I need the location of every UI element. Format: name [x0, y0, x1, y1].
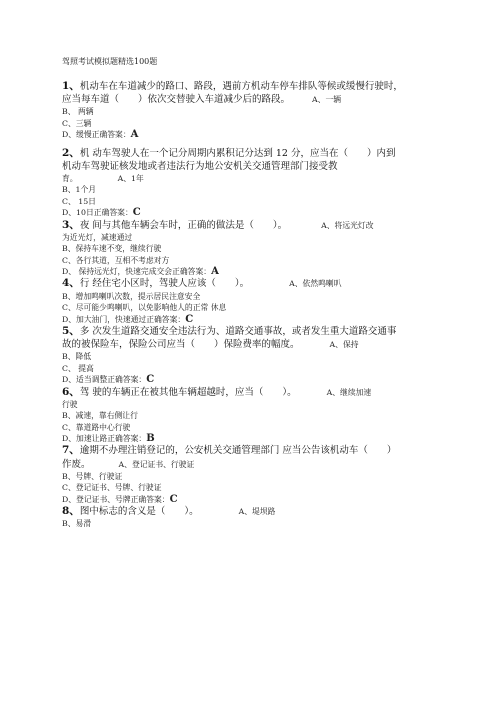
- question-stem: 机动车驾驶证核发地或者违法行为地公安机关交通管理部门接受教: [62, 160, 338, 172]
- question-stem: 作废。: [62, 458, 91, 470]
- answer: C: [185, 313, 194, 325]
- option-d: D、缓慢正确答案：: [62, 130, 131, 140]
- option-c: C、三辆: [62, 118, 92, 128]
- option-b: B、号牌、行驶证: [62, 471, 123, 481]
- option-b: B、保持车速不变，继续行驶: [62, 244, 162, 254]
- option-c: C、各行其道，互相不考虑对方: [62, 255, 170, 265]
- option-d: D、10日正确答案：: [62, 208, 133, 218]
- option-a: A、依然鸣喇叭: [289, 279, 342, 289]
- option-b: B、易滑: [62, 519, 92, 529]
- answer: C: [132, 207, 141, 219]
- question-stem: 机动车在车道减少的路口、路段，遇前方机动车停车排队等候或缓慢行驶时，: [79, 81, 403, 92]
- question-8: [62, 505, 442, 530]
- option-a: A、一辆: [312, 95, 342, 105]
- answer: A: [130, 129, 139, 141]
- question-4: [62, 277, 442, 324]
- question-stem: 机 动车驾驶人在一个记分周期内累积记分达到 12 分，应当在（ ）内到: [79, 147, 396, 159]
- option-b: B、 两辆: [62, 107, 94, 117]
- question-number: 3、: [62, 218, 80, 231]
- option-d: D、 保持远光灯，快速完成交会正确答案：: [62, 267, 212, 277]
- option-a-continued: 为近光灯，减速通过: [62, 232, 133, 242]
- option-c: C、靠道路中心行驶: [62, 422, 131, 432]
- option-b: B、降低: [62, 352, 92, 362]
- question-2: [62, 147, 442, 219]
- question-6: [62, 386, 442, 445]
- question-stem: 驾 驶的车辆正在被其他车辆超越时，应当（ ）。: [79, 386, 297, 398]
- option-b: B、增加鸣喇叭次数，提示居民注意安全: [62, 291, 201, 301]
- answer: C: [146, 374, 155, 386]
- option-a: A、继续加速: [326, 387, 372, 397]
- option-a: A、将远光灯改: [321, 220, 374, 230]
- question-number: 1、: [62, 80, 80, 92]
- question-number: 8、: [62, 504, 80, 517]
- question-number: 5、: [62, 324, 80, 337]
- question-5: [62, 325, 442, 386]
- question-stem: 行 经住宅小区时，驾驶人应该（ ）。: [79, 278, 250, 290]
- option-a: A、登记证书、行驶证: [118, 459, 195, 469]
- option-d: D、加速让路正确答案：: [62, 433, 147, 443]
- question-7: [62, 444, 442, 505]
- option-c: C、尽可能少鸣喇叭，以免影响他人的正常 休息: [62, 303, 227, 313]
- answer: A: [211, 266, 219, 278]
- option-d: D、适当调整正确答案：: [62, 375, 147, 385]
- question-stem: 育。: [62, 174, 78, 184]
- question-number: 6、: [62, 385, 80, 398]
- question-number: 7、: [62, 444, 80, 457]
- question-3: [62, 219, 442, 278]
- option-c: C、登记证书、号牌、行驶证: [62, 483, 162, 493]
- question-1: [62, 80, 442, 141]
- option-a: A、堤坝路: [238, 506, 276, 516]
- document-title: 驾照考试模拟题精选100题: [62, 57, 158, 66]
- option-b: B、1个月: [62, 185, 97, 195]
- question-number: 4、: [62, 277, 80, 290]
- question-list: [62, 80, 442, 530]
- answer: B: [146, 432, 155, 444]
- question-stem: 故的被保险车，保险公司应当（ ）保险费率的幅度。: [62, 339, 300, 351]
- option-a-continued: 行驶: [62, 399, 78, 409]
- question-number: 2、: [62, 146, 80, 159]
- option-d: D、加大油门，快速通过正确答案：: [62, 314, 186, 324]
- option-c: C、 提高: [62, 363, 94, 373]
- option-d: D、登记证书、号牌正确答案：: [62, 494, 170, 504]
- option-a: A、1年: [117, 174, 144, 184]
- question-stem: 逾期不办理注销登记的，公安机关交通管理部门 应当公告该机动车（ ）: [79, 445, 397, 457]
- question-stem: 多 次发生道路交通安全违法行为、道路交通事故，或者发生重大道路交通事: [79, 325, 397, 337]
- option-c: C、 15日: [62, 196, 96, 206]
- option-a: A、保持: [329, 340, 359, 350]
- question-stem: 图中标志的含义是（ ）。: [79, 505, 199, 517]
- option-b: B、减速，靠右侧让行: [62, 411, 138, 421]
- question-stem: 夜 间与其他车辆会车时，正确的做法是（ ）。: [79, 219, 288, 231]
- answer: C: [169, 493, 178, 505]
- question-stem: 应当每车道（ ）依次交替驶入车道减少后的路段。: [62, 94, 291, 106]
